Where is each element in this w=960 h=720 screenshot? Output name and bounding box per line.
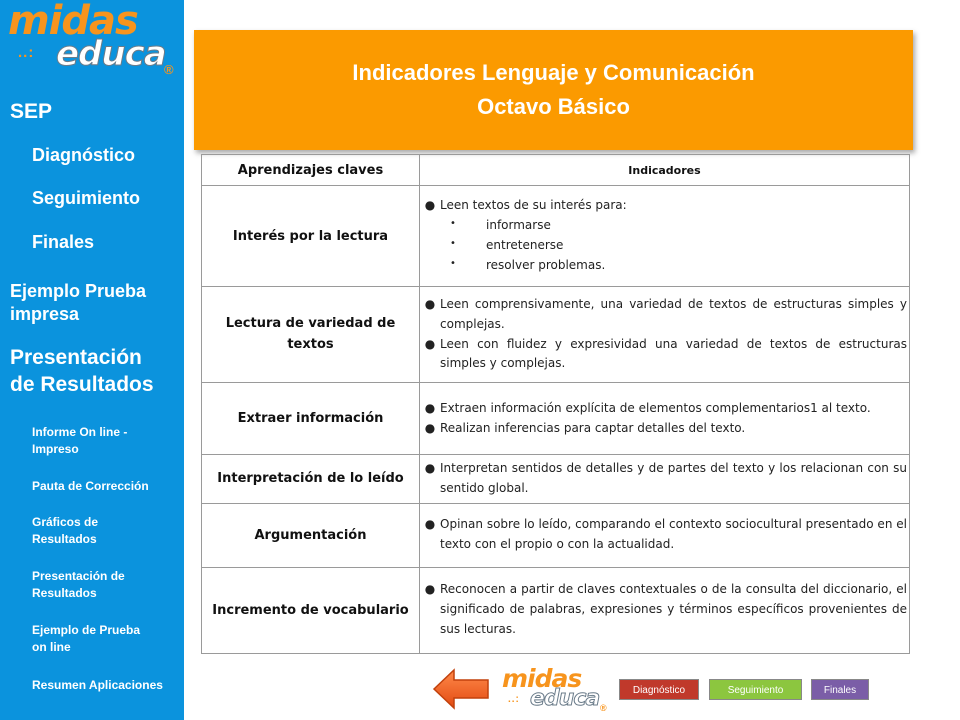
nav-pauta-correccion[interactable] xyxy=(32,478,149,495)
row-label: Extraer información xyxy=(202,383,420,455)
indicator-text: Opinan sobre lo leído, comparando el contexto sociocultural presentado en el texto con el propio o con la actualidad. xyxy=(440,517,907,552)
table-row xyxy=(202,186,910,287)
nav-presdr-line2: Resultados xyxy=(32,586,97,601)
row-label: Interés por la lectura xyxy=(202,186,420,287)
bullet-icon: ● xyxy=(424,582,436,597)
nav-presentacion-line2: de Resultados xyxy=(10,373,154,397)
logo-dots: ..: xyxy=(18,44,35,61)
page-title: Indicadores Lenguaje y Comunicación xyxy=(352,60,755,85)
page-subtitle: Octavo Básico xyxy=(477,94,630,119)
row-indicators xyxy=(420,186,910,287)
bullet-icon: ● xyxy=(424,461,436,475)
bullet-icon: ● xyxy=(424,198,436,213)
table-row xyxy=(202,383,910,455)
nav-presentacion-de-resultados[interactable] xyxy=(32,568,125,603)
indicator-text: Interpretan sentidos de detalles y de partes del texto y los relacionan con su sentido global. xyxy=(440,461,907,495)
footer-diagnostico-button[interactable]: Diagnóstico xyxy=(619,679,699,700)
sub-indicator-text: resolver problemas. xyxy=(486,257,606,272)
bullet-icon: ● xyxy=(424,517,436,532)
table-row xyxy=(202,287,910,383)
footer-logo-dots: ..: xyxy=(508,694,520,705)
indicator-text: Realizan inferencias para captar detalles del texto. xyxy=(440,420,746,435)
nav-graficos-line2: Resultados xyxy=(32,532,97,547)
indicator-text: Leen con fluidez y expresividad una variedad de textos de estructuras simples y complejas. xyxy=(440,336,907,371)
row-label: Interpretación de lo leído xyxy=(202,455,420,504)
page-header xyxy=(194,30,913,150)
table-row xyxy=(202,455,910,504)
indicator-text: Extraen información explícita de elementos complementarios1 al texto. xyxy=(440,400,871,415)
logo-registered: ® xyxy=(164,62,174,77)
row-indicators xyxy=(420,287,910,383)
logo-word-midas: midas xyxy=(8,0,138,44)
indicator-text: Reconocen a partir de claves contextuales o de la consulta del diccionario, el significado de palabras, expresiones y términos específicos provenientes de sus lecturas. xyxy=(440,582,907,636)
nav-resumen-aplicaciones[interactable] xyxy=(32,677,163,694)
nav-presentacion-line1: Presentación xyxy=(10,346,142,369)
nav-informe-online[interactable] xyxy=(32,424,127,459)
sub-bullet-icon: • xyxy=(450,257,456,269)
nav-presentacion-resultados[interactable] xyxy=(10,344,154,399)
footer-midas-educa-logo[interactable] xyxy=(500,666,612,718)
bullet-icon: ● xyxy=(424,400,436,415)
sep-heading[interactable]: SEP xyxy=(10,100,53,123)
nav-graficos-resultados[interactable] xyxy=(32,514,98,549)
row-indicators xyxy=(420,567,910,653)
bullet-icon: ● xyxy=(424,296,436,311)
footer-logo-word-educa: educa xyxy=(530,686,600,711)
nav-informe-line1: Informe On line - xyxy=(32,425,128,439)
row-label: Argumentación xyxy=(202,503,420,567)
row-indicators xyxy=(420,383,910,455)
nav-pauta-line1: Pauta de Corrección xyxy=(32,479,149,493)
nav-ejemplo-prueba-impresa[interactable] xyxy=(10,280,146,325)
nav-presdr-line1: Presentación de xyxy=(32,569,125,583)
row-label: Incremento de vocabulario xyxy=(202,567,420,653)
bullet-icon: ● xyxy=(424,336,436,351)
bullet-icon: ● xyxy=(424,420,436,435)
footer-finales-button[interactable]: Finales xyxy=(811,679,869,700)
col-indicadores-header: Indicadores xyxy=(420,155,910,186)
sub-indicator-text: informarse xyxy=(486,218,551,233)
midas-educa-logo[interactable] xyxy=(4,0,182,82)
logo-word-educa: educa xyxy=(56,34,166,74)
nav-informe-line2: Impreso xyxy=(32,442,79,457)
indicators-table xyxy=(201,154,910,654)
table-row xyxy=(202,567,910,653)
row-indicators xyxy=(420,503,910,567)
nav-ejonline-line2: on line xyxy=(32,640,71,655)
table-header-row xyxy=(202,155,910,186)
nav-diagnostico[interactable]: Diagnóstico xyxy=(32,145,136,165)
nav-ejemplo-line1: Ejemplo Prueba xyxy=(10,281,147,301)
row-indicators xyxy=(420,455,910,504)
footer-seguimiento-button[interactable]: Seguimiento xyxy=(709,679,802,700)
nav-finales[interactable]: Finales xyxy=(32,232,95,252)
nav-resumen-line1: Resumen Aplicaciones xyxy=(32,678,163,692)
nav-ejemplo-prueba-online[interactable] xyxy=(32,622,140,657)
footer-logo-registered: ® xyxy=(600,703,607,713)
footer-logo-word-midas: midas xyxy=(502,664,582,693)
nav-graficos-line1: Gráficos de xyxy=(32,515,99,529)
col-aprendizajes-header: Aprendizajes claves xyxy=(202,155,420,186)
sub-bullet-icon: • xyxy=(450,218,456,230)
sub-bullet-icon: • xyxy=(450,238,456,249)
back-arrow-icon[interactable] xyxy=(432,668,490,710)
table-row xyxy=(202,503,910,567)
nav-ejonline-line1: Ejemplo de Prueba xyxy=(32,623,141,637)
indicator-text: Leen comprensivamente, una variedad de textos de estructuras simples y complejas. xyxy=(440,296,907,331)
sub-indicator-text: entretenerse xyxy=(486,238,564,252)
nav-ejemplo-line2: impresa xyxy=(10,303,80,324)
sidebar xyxy=(0,0,184,720)
nav-seguimiento[interactable]: Seguimiento xyxy=(32,188,141,208)
row-label: Lectura de variedad de textos xyxy=(202,287,420,383)
indicator-text: Leen textos de su interés para: xyxy=(440,198,627,213)
